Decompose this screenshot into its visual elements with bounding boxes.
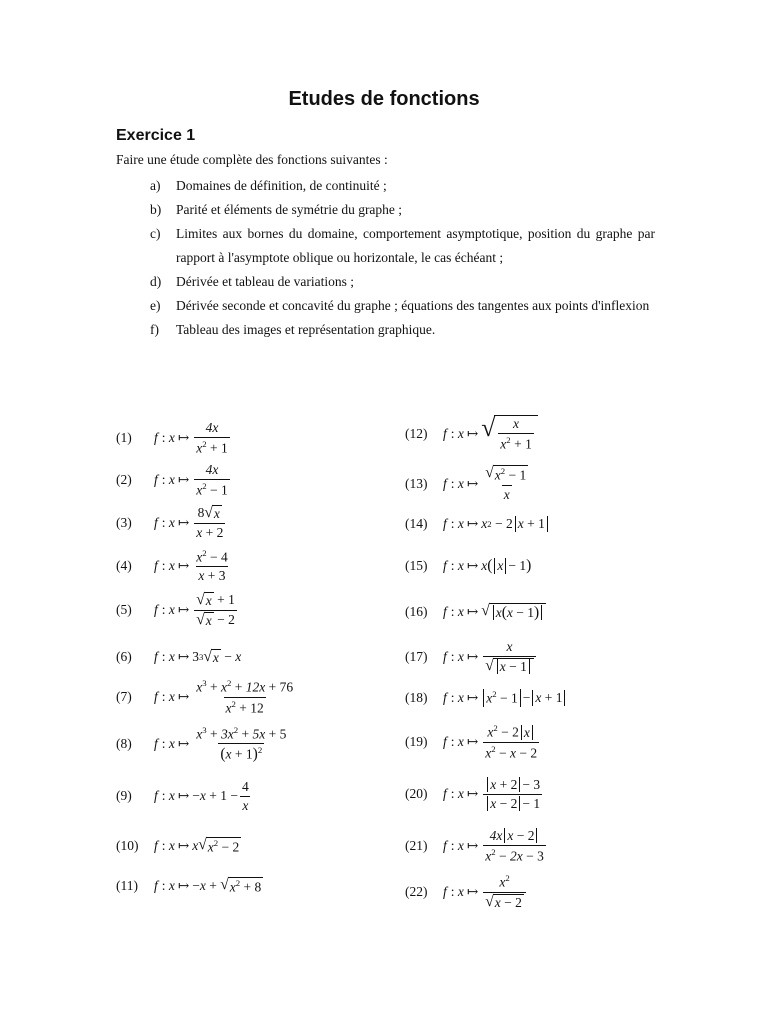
function-number: (14) [405, 516, 428, 531]
task-label: c) [150, 226, 161, 241]
function-number: (5) [116, 602, 132, 617]
function-number: (12) [405, 426, 428, 441]
task-text: Dérivée seconde et concavité du graphe ; équations des tangentes aux points d'inflexion [176, 298, 650, 313]
fraction: √ $x^2 - 1$ x [485, 464, 527, 502]
function-number: (19) [405, 734, 428, 749]
function-3: (3) f : x ↦ 8 √ x x + 2 [116, 504, 224, 540]
function-7: (7) f : x ↦ $\frac{x^3 + x^2 + 12x + 76}{x^2 + 12}$ [116, 678, 294, 715]
function-number: (4) [116, 558, 132, 573]
task-label: e) [150, 298, 161, 313]
function-number: (6) [116, 649, 132, 664]
task-item [150, 198, 655, 222]
function-number: (8) [116, 736, 132, 751]
task-item [150, 222, 655, 270]
fraction: 8 √ x x + 2 [196, 504, 224, 540]
function-number: (13) [405, 476, 428, 491]
function-number: (18) [405, 690, 428, 705]
fraction: $\frac{x^3 + 3x^2 + 5x + 5}{(x + 1)^2}$ [196, 724, 287, 763]
function-number: (21) [405, 838, 428, 853]
task-label: b) [150, 202, 162, 217]
function-11: (11) f : x ↦ − x + √ $x^2 + 8$ [116, 875, 262, 895]
fraction: $\frac{x^3 + x^2 + 12x + 76}{x^2 + 12}$ [196, 678, 294, 715]
function-10: (10) f : x ↦ x √ $x^2 - 2$ [116, 835, 240, 855]
fraction: $x^2$ √ x − 2 [483, 873, 526, 911]
fraction: $\frac{4x}{x^2 - 1}$ [196, 461, 228, 498]
task-label: f) [150, 322, 159, 337]
function-number: (10) [116, 838, 139, 853]
function-number: (20) [405, 786, 428, 801]
function-number: (1) [116, 430, 132, 445]
function-6: (6) f : x ↦ 3 3 √ x − x [116, 647, 242, 665]
function-number: (9) [116, 788, 132, 803]
task-item [150, 270, 655, 294]
function-17: (17) f : x ↦ x √ x − 1 [405, 637, 538, 677]
function-number: (7) [116, 689, 132, 704]
task-label: a) [150, 178, 161, 193]
function-15: (15) f : x ↦ x ( x − 1 ) [405, 557, 532, 574]
fraction: x √ x − 1 [483, 639, 536, 675]
instruction-text: Faire une étude complète des fonctions suivantes : [116, 152, 388, 167]
function-19: (19) f : x ↦ $\frac{x^2 - 2 x}{x^2 - x - 2}$ [405, 723, 538, 760]
function-16: (16) f : x ↦ √ x(x − 1) [405, 592, 546, 632]
task-item [150, 318, 655, 342]
fraction: $\frac{x + 2 - 3}{x - 2 - 1}$ [483, 777, 542, 812]
task-item [150, 174, 655, 198]
fraction: $\frac{x^2 - 4}{x + 3}$ [196, 547, 228, 584]
task-text: Domaines de définition, de continuité ; [176, 178, 387, 193]
function-9: (9) f : x ↦ − x + 1 − $\frac{4}{x}$ [116, 778, 249, 813]
fraction: √ x + 1 √ x − 2 [196, 590, 235, 628]
fraction: $\frac{4x}{x^2 + 1}$ [196, 419, 228, 456]
fraction: $\frac{x^2 - 2 x}{x^2 - x - 2}$ [485, 723, 538, 760]
function-5: (5) f : x ↦ √ x + 1 √ x − 2 [116, 590, 235, 628]
function-number: (11) [116, 878, 138, 893]
function-20: (20) f : x ↦ $\frac{x + 2 - 3}{x - 2 - 1}$ [405, 776, 541, 811]
function-13: (13) f : x ↦ √ $x^2 - 1$ x [405, 464, 532, 504]
page-title: Etudes de fonctions [288, 88, 480, 110]
fraction: $\frac{\text{4x x − 2}}{x^2 - 2x - 3}$ [485, 827, 544, 864]
function-number: (3) [116, 515, 132, 530]
task-item [150, 294, 655, 318]
function-2: (2) f : x ↦ $\frac{4x}{x^2 - 1}$ [116, 461, 228, 498]
fraction: $\frac{x}{x^2 + 1}$ [500, 416, 532, 452]
task-list [150, 174, 655, 342]
function-number: (22) [405, 884, 428, 899]
task-text: Limites aux bornes du domaine, comportement asymptotique, position du graphe par rapport à l'asymptote oblique ou horizontale, le cas échéant ; [176, 226, 655, 265]
function-18: (18) f : x ↦ $x^2 - 1$ − x + 1 [405, 678, 567, 718]
function-1: (1) f : x ↦ $\frac{4x}{x^2 + 1}$ [116, 419, 228, 456]
function-number: (15) [405, 558, 428, 573]
function-number: (2) [116, 472, 132, 487]
task-text: Tableau des images et représentation graphique. [176, 322, 436, 337]
function-22: (22) f : x ↦ $x^2$ √ x − 2 [405, 872, 528, 912]
function-21: (21) f : x ↦ $\frac{\text{4x x − 2}}{x^2 - 2x - 3}$ [405, 827, 544, 864]
task-text: Parité et éléments de symétrie du graphe ; [176, 202, 403, 217]
function-4: (4) f : x ↦ $\frac{x^2 - 4}{x + 3}$ [116, 547, 228, 584]
function-14: (14) f : x ↦ x 2 − 2 x + 1 [405, 504, 550, 544]
function-number: (17) [405, 649, 428, 664]
task-text: Dérivée et tableau de variations ; [176, 274, 355, 289]
fraction: $\frac{4}{x}$ [241, 778, 249, 813]
function-12: (12) f : x ↦ √ $\frac{x}{x^2 + 1}$ [405, 414, 538, 454]
exercise-heading: Exercice 1 [116, 127, 196, 144]
function-number: (16) [405, 604, 428, 619]
function-8: (8) f : x ↦ $\frac{x^3 + 3x^2 + 5x + 5}{(x + 1)^2}$ [116, 724, 287, 763]
task-label: d) [150, 274, 162, 289]
